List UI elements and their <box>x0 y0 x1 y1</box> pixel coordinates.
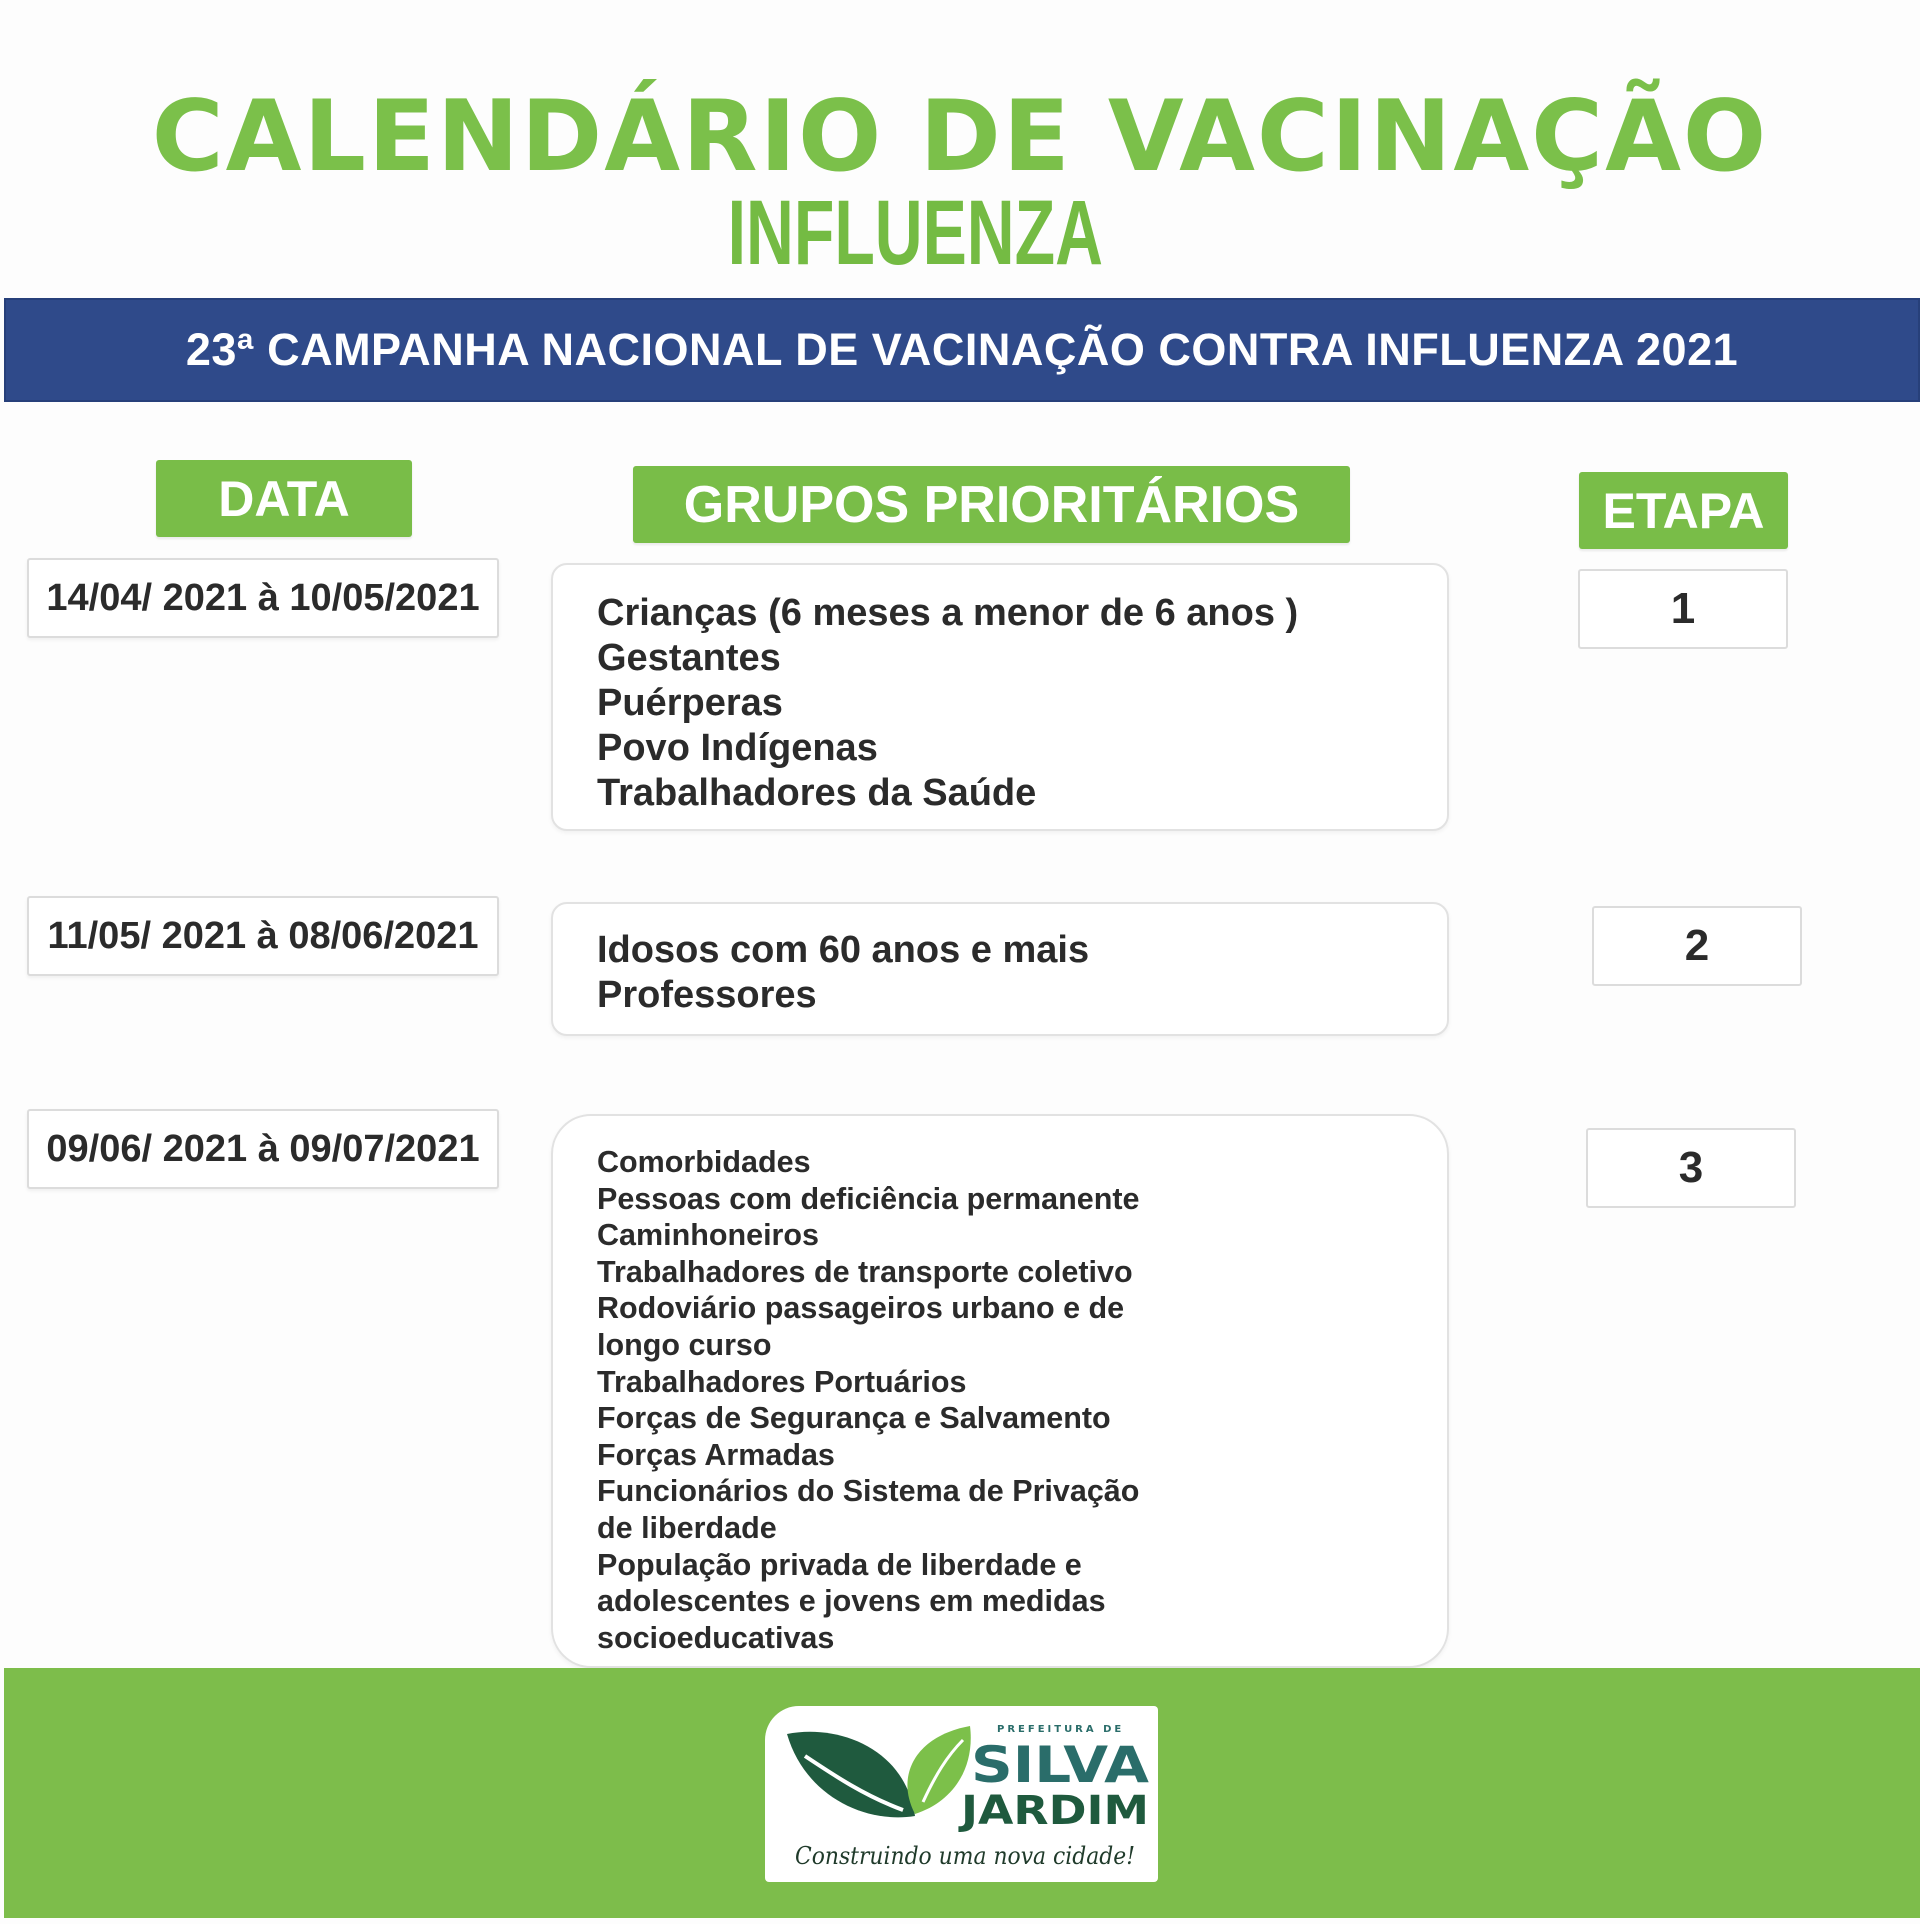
column-header-date: DATA <box>156 460 412 537</box>
svg-text:Construindo uma nova cidade!: Construindo uma nova cidade! <box>795 1842 1135 1870</box>
group-item: Trabalhadores Portuários <box>597 1364 967 1399</box>
municipality-logo <box>765 1706 1158 1882</box>
group-item: adolescentes e jovens em medidas <box>597 1584 1106 1619</box>
leaf-icon <box>765 1706 1158 1882</box>
campaign-banner <box>4 298 1920 402</box>
row-2-stage: 2 <box>1592 906 1802 986</box>
group-item: Caminhoneiros <box>597 1218 820 1253</box>
row-2-groups <box>551 902 1449 1036</box>
column-header-groups: GRUPOS PRIORITÁRIOS <box>633 466 1350 543</box>
group-item: longo curso <box>597 1327 772 1362</box>
row-3-stage: 3 <box>1586 1128 1796 1208</box>
group-item: Funcionários do Sistema de Privação <box>597 1474 1140 1509</box>
row-3-date: 09/06/ 2021 à 09/07/2021 <box>27 1109 499 1189</box>
group-item: Trabalhadores de transporte coletivo <box>597 1254 1133 1289</box>
group-item: Pessoas com deficiência permanente <box>597 1181 1140 1216</box>
group-item: Gestantes <box>597 637 781 679</box>
campaign-banner-text: 23ª CAMPANHA NACIONAL DE VACINAÇÃO CONTRA INFLUENZA 2021 <box>185 324 1739 375</box>
svg-text:JARDIM: JARDIM <box>957 1788 1149 1834</box>
group-item: Professores <box>597 974 817 1016</box>
group-item: de liberdade <box>597 1510 777 1545</box>
group-item: Comorbidades <box>597 1145 811 1179</box>
row-1-groups <box>551 563 1449 831</box>
group-item: Idosos com 60 anos e mais <box>597 929 1090 971</box>
group-item: Forças de Segurança e Salvamento <box>597 1401 1111 1436</box>
group-item: Forças Armadas <box>597 1437 835 1472</box>
page-title: CALENDÁRIO DE VACINAÇÃO <box>151 80 1769 194</box>
row-1-stage: 1 <box>1578 569 1788 649</box>
row-2-date: 11/05/ 2021 à 08/06/2021 <box>27 896 499 976</box>
group-item: socioeducativas <box>597 1620 835 1655</box>
page-subtitle: INFLUENZA <box>727 182 1103 284</box>
svg-text:SILVA: SILVA <box>971 1736 1150 1794</box>
group-item: Povo Indígenas <box>597 727 878 769</box>
group-item: Trabalhadores da Saúde <box>597 772 1037 814</box>
group-item: Rodoviário passageiros urbano e de <box>597 1291 1125 1326</box>
group-item: População privada de liberdade e <box>597 1547 1082 1582</box>
column-header-stage: ETAPA <box>1579 472 1788 549</box>
svg-text:PREFEITURA DE: PREFEITURA DE <box>997 1724 1125 1735</box>
row-3-groups <box>551 1114 1449 1668</box>
group-item: Puérperas <box>597 682 783 724</box>
row-1-date: 14/04/ 2021 à 10/05/2021 <box>27 558 499 638</box>
group-item: Crianças (6 meses a menor de 6 anos ) <box>597 592 1299 634</box>
